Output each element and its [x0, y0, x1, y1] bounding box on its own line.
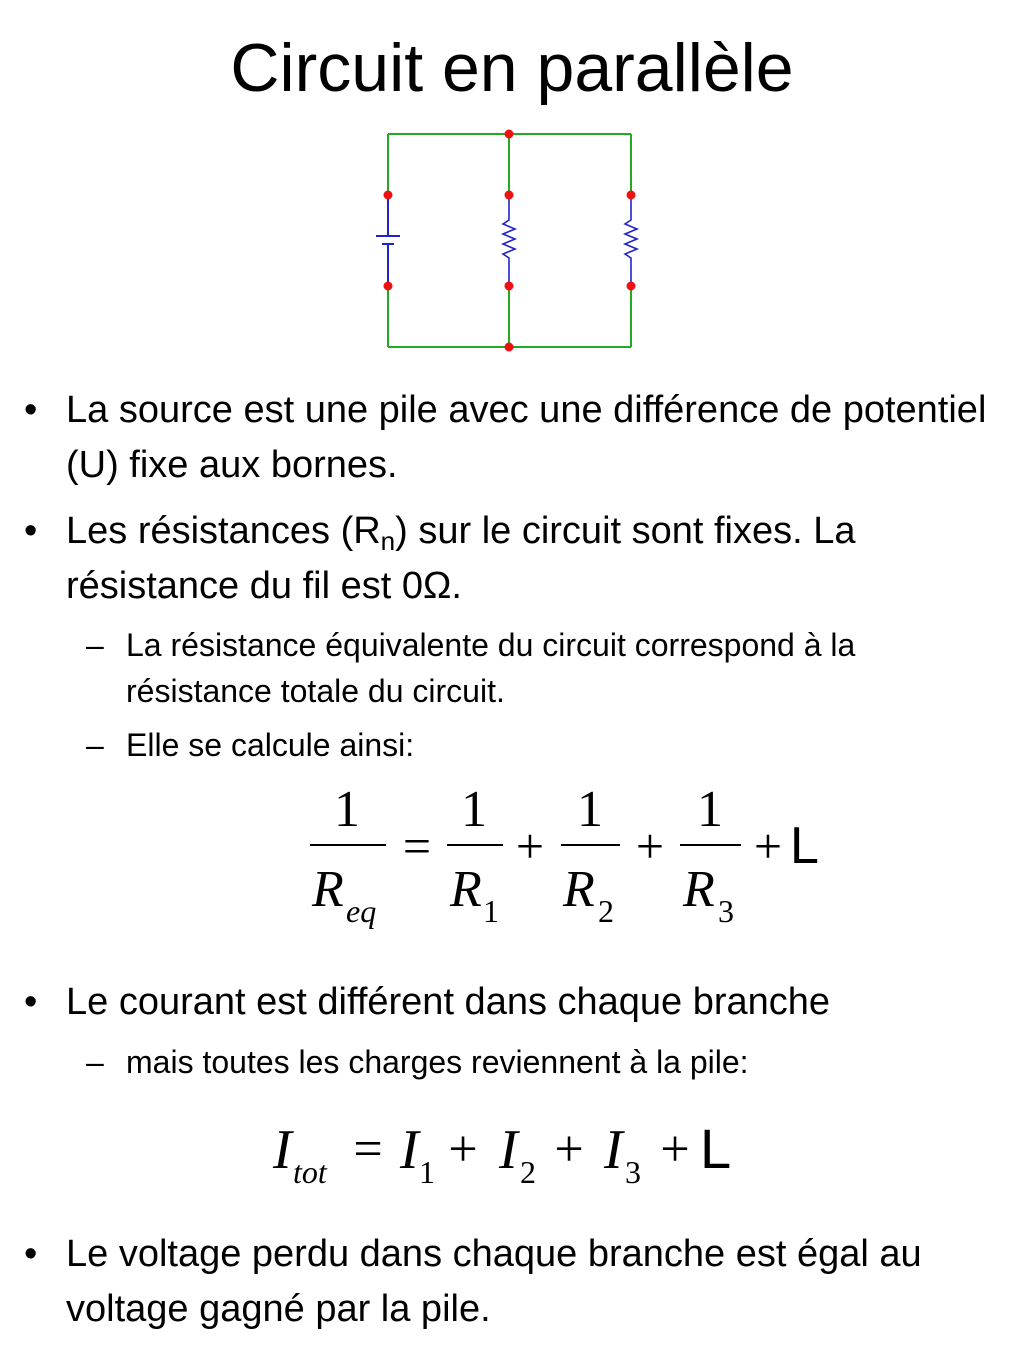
current-symbol: I — [604, 1119, 623, 1181]
current-symbol: I — [499, 1119, 518, 1181]
bullet-text: Le courant est différent dans chaque branche — [66, 981, 831, 1023]
denominator-symbol: R — [563, 861, 595, 918]
node — [384, 282, 393, 291]
sub-bullet-item — [86, 622, 1006, 714]
denominator-symbol: R — [450, 861, 482, 918]
bullet-item — [24, 975, 996, 1030]
denominator-subscript: 2 — [598, 893, 614, 929]
resistor-icon — [503, 195, 515, 286]
current-subscript: 1 — [419, 1154, 435, 1190]
sub-bullet-text: La résistance équivalente du circuit correspond à la résistance totale du circuit. — [126, 627, 856, 709]
current-symbol: I — [273, 1119, 292, 1181]
node — [505, 191, 514, 200]
ellipsis-glyph: L — [790, 817, 819, 875]
equivalent-resistance-equation — [310, 781, 782, 929]
bullet-marker: • — [24, 1233, 38, 1275]
bullet-item — [24, 504, 996, 614]
bullet-item — [24, 383, 996, 493]
denominator-subscript: 1 — [483, 893, 499, 929]
bullet-text: La source est une pile avec une différence de potentiel (U) fixe aux bornes. — [66, 389, 987, 486]
plus-sign: + — [515, 818, 545, 874]
bullet-item — [24, 1227, 996, 1337]
node — [505, 343, 514, 352]
current-subscript: 3 — [625, 1154, 641, 1190]
sub-bullet-marker: – — [86, 1044, 104, 1080]
sub-bullet-marker: – — [86, 627, 104, 663]
sub-bullet-text: mais toutes les charges reviennent à la pile: — [126, 1044, 749, 1080]
current-symbol: I — [400, 1119, 419, 1181]
node — [505, 130, 514, 139]
bullet-text: Le voltage perdu dans chaque branche est égal au voltage gagné par la pile. — [66, 1233, 922, 1330]
numerator: 1 — [577, 781, 603, 838]
plus-sign: + — [554, 1121, 584, 1178]
numerator: 1 — [334, 781, 360, 838]
sub-bullet-item — [86, 722, 1006, 768]
bullet-marker: • — [24, 389, 38, 431]
parallel-circuit-diagram — [370, 124, 645, 359]
bullet-text: Les résistances $(R_n)$ sur le circuit sont fixes. La résistance du fil est 0Ω. — [66, 510, 856, 607]
bullet-marker: • — [24, 981, 38, 1023]
node — [627, 191, 636, 200]
battery-icon — [376, 195, 400, 286]
denominator-subscript: 3 — [718, 893, 734, 929]
page-title: Circuit en parallèle — [230, 30, 794, 106]
plus-sign: + — [660, 1121, 690, 1178]
numerator: 1 — [697, 781, 723, 838]
current-subscript: 2 — [520, 1154, 536, 1190]
node — [505, 282, 514, 291]
node — [384, 191, 393, 200]
plus-sign: + — [753, 818, 783, 874]
bullet-marker: • — [24, 510, 38, 552]
current-subscript: tot — [293, 1154, 327, 1190]
denominator-symbol: R — [312, 861, 344, 918]
sub-bullet-marker: – — [86, 727, 104, 763]
numerator: 1 — [461, 781, 487, 838]
plus-sign: + — [448, 1121, 478, 1178]
denominator-symbol: R — [683, 861, 715, 918]
sub-bullet-text: Elle se calcule ainsi: — [126, 727, 415, 763]
ellipsis-glyph: L — [700, 1117, 732, 1180]
node — [627, 282, 636, 291]
sub-bullet-item — [86, 1039, 1006, 1085]
equals-sign: = — [353, 1121, 383, 1178]
denominator-subscript: eq — [346, 893, 377, 929]
equals-sign: = — [402, 818, 432, 874]
total-current-equation — [272, 1119, 690, 1190]
resistor-icon — [625, 195, 637, 286]
plus-sign: + — [635, 818, 665, 874]
